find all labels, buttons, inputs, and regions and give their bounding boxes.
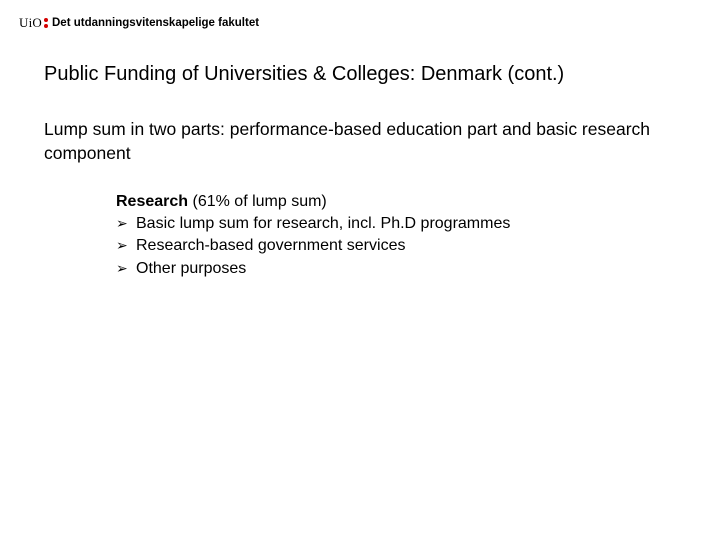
arrow-bullet-icon: ➢ — [116, 238, 128, 254]
bullet-text: Basic lump sum for research, incl. Ph.D programmes — [136, 214, 511, 232]
header-logo — [19, 13, 259, 33]
arrow-bullet-icon: ➢ — [116, 215, 128, 232]
bullet-text: Other purposes — [136, 259, 247, 277]
section-heading — [116, 191, 510, 213]
faculty-name: Det utdanningsvitenskapelige fakultet — [52, 17, 260, 29]
slide-title: Public Funding of Universities & Colleges: Denmark (cont.) — [44, 63, 565, 85]
section-heading-rest: (61% of lump sum) — [188, 193, 327, 210]
list-item — [116, 213, 510, 236]
bullet-text: Research-based government services — [136, 237, 406, 254]
bullet-list — [116, 213, 510, 281]
intro-text: Lump sum in two parts: performance-based education part and basic research component — [44, 119, 651, 163]
list-item — [116, 258, 510, 281]
research-section — [116, 191, 510, 280]
section-heading-bold: Research — [116, 193, 189, 210]
list-item — [116, 235, 510, 258]
uio-logo-dots-icon — [44, 18, 48, 28]
arrow-bullet-icon: ➢ — [116, 260, 128, 277]
uio-logo-text: UiO — [19, 15, 42, 30]
